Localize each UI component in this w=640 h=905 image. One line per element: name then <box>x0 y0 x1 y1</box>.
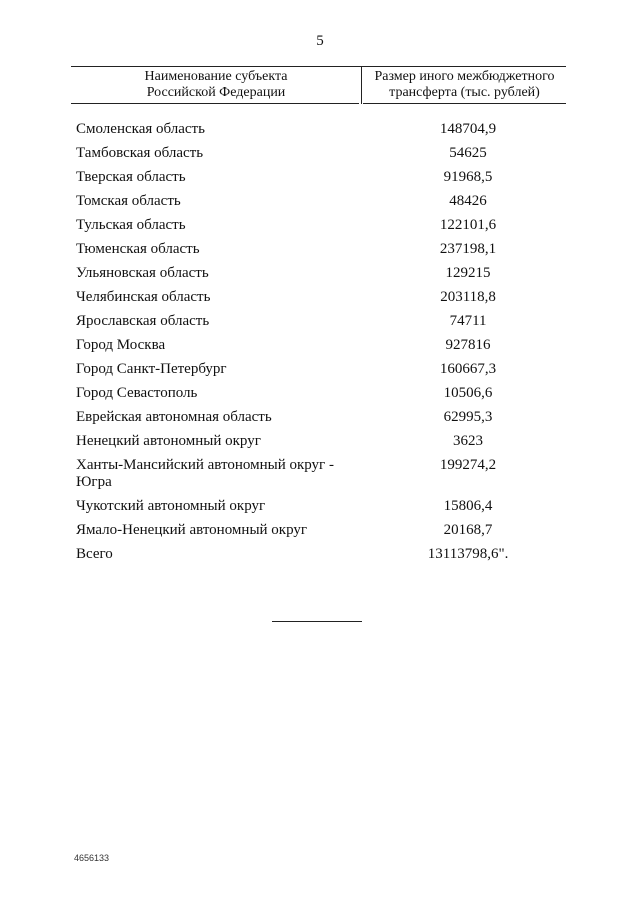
table-row <box>76 289 566 306</box>
table-row <box>76 457 566 491</box>
subject-name-cell: Чукотский автономный округ <box>76 498 266 514</box>
subject-name-cell: Тверская область <box>76 169 186 185</box>
closing-rule <box>272 621 362 622</box>
subject-name-cell: Смоленская область <box>76 121 205 137</box>
transfer-amount-cell: 74711 <box>449 313 487 329</box>
subject-name-cell: Город Санкт-Петербург <box>76 361 227 377</box>
transfer-amount-cell: 48426 <box>449 193 487 209</box>
transfer-amount-cell: 129215 <box>445 265 491 281</box>
subject-name-cell: Город Москва <box>76 337 166 353</box>
header-column-divider <box>361 66 362 104</box>
transfer-amount-cell: 148704,9 <box>439 121 497 137</box>
header-bottom-rule-left <box>71 103 359 104</box>
table-row <box>76 193 566 210</box>
table-row <box>76 546 566 563</box>
transfer-amount-cell: 91968,5 <box>443 169 493 185</box>
subject-name-cell: Город Севастополь <box>76 385 198 401</box>
subject-name-cell: Ямало-Ненецкий автономный округ <box>76 522 308 538</box>
transfer-amount-cell: 3623 <box>453 433 484 449</box>
table-row <box>76 433 566 450</box>
subject-name-cell: Тюменская область <box>76 241 200 257</box>
header-subject-name: Наименование субъекта Российской Федерации <box>144 69 288 100</box>
header-bottom-rule-right <box>363 103 566 104</box>
table-row <box>76 145 566 162</box>
transfer-amount-cell: 237198,1 <box>439 241 497 257</box>
table-body <box>76 121 566 570</box>
subject-name-cell: Ханты-Мансийский автономный округ - Югра <box>76 457 334 490</box>
table-row <box>76 121 566 138</box>
page-number: 5 <box>316 33 324 49</box>
table-row <box>76 361 566 378</box>
subject-name-cell: Тульская область <box>76 217 186 233</box>
table-row <box>76 217 566 234</box>
table-row <box>76 169 566 186</box>
transfer-amount-cell: 15806,4 <box>443 498 493 514</box>
table-row <box>76 265 566 282</box>
subject-name-cell: Ульяновская область <box>76 265 209 281</box>
subject-name-cell: Тамбовская область <box>76 145 204 161</box>
transfer-amount-cell: 13113798,6". <box>427 546 509 562</box>
header-top-rule <box>71 66 566 67</box>
document-id: 4656133 <box>74 853 110 863</box>
subject-name-cell: Ярославская область <box>76 313 210 329</box>
table-header <box>71 66 566 104</box>
table-row <box>76 337 566 354</box>
transfer-amount-cell: 927816 <box>445 337 491 353</box>
transfer-amount-cell: 122101,6 <box>439 217 497 233</box>
table-row <box>76 241 566 258</box>
subject-name-cell: Челябинская область <box>76 289 211 305</box>
subject-name-cell: Всего <box>76 546 113 562</box>
table-row <box>76 409 566 426</box>
transfer-amount-cell: 203118,8 <box>440 289 496 305</box>
transfer-amount-cell: 54625 <box>449 145 487 161</box>
table-row <box>76 498 566 515</box>
table-row <box>76 385 566 402</box>
transfer-amount-cell: 62995,3 <box>443 409 493 425</box>
table-row <box>76 313 566 330</box>
subject-name-cell: Томская область <box>76 193 181 209</box>
transfer-amount-cell: 10506,6 <box>443 385 493 401</box>
subject-name-cell: Еврейская автономная область <box>76 409 272 425</box>
subject-name-cell: Ненецкий автономный округ <box>76 433 261 449</box>
table-row <box>76 522 566 539</box>
transfer-amount-cell: 160667,3 <box>439 361 497 377</box>
transfer-amount-cell: 20168,7 <box>443 522 493 538</box>
header-transfer-amount: Размер иного межбюджетного трансферта (тыс. рублей) <box>374 69 555 100</box>
transfer-amount-cell: 199274,2 <box>439 457 497 473</box>
